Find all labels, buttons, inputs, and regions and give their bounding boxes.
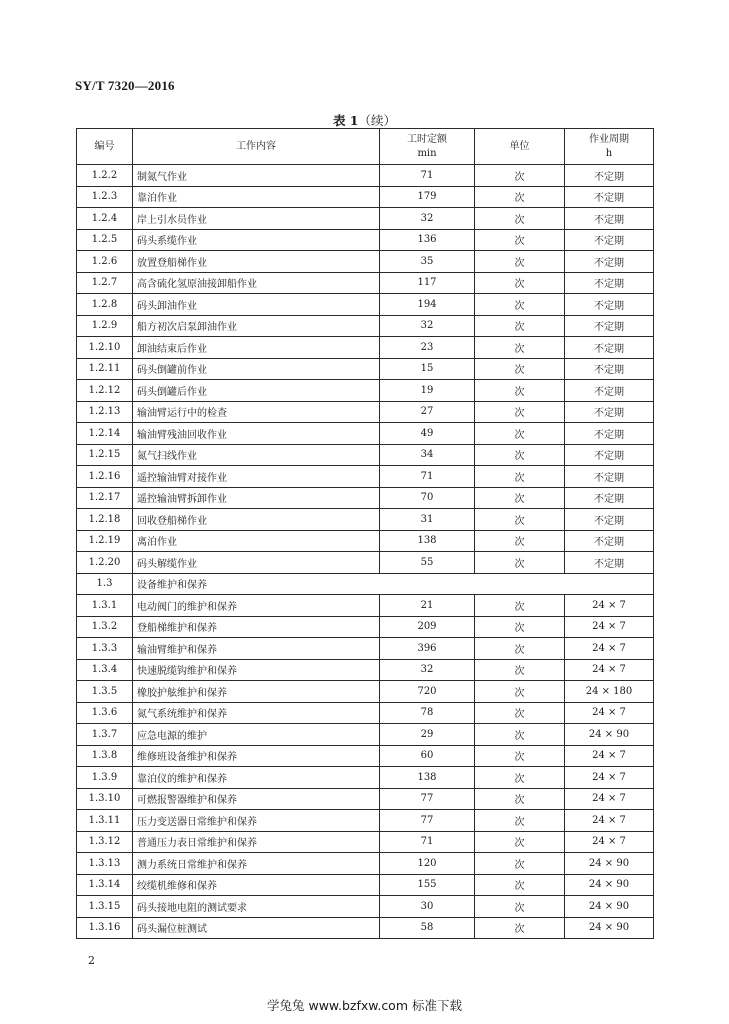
table-row xyxy=(77,444,654,466)
cell-cycle: 24 × 90 xyxy=(565,853,654,875)
cell-time: 30 xyxy=(380,896,475,918)
cell-content: 压力变送器日常维护和保养 xyxy=(133,810,380,832)
cell-content: 电动阀门的维护和保养 xyxy=(133,595,380,617)
cell-time: 60 xyxy=(380,745,475,767)
cell-time: 194 xyxy=(380,294,475,316)
cell-time: 77 xyxy=(380,810,475,832)
col-header-time xyxy=(380,129,475,165)
cell-cycle: 不定期 xyxy=(565,251,654,273)
cell-number: 1.3.13 xyxy=(77,853,133,875)
cell-unit: 次 xyxy=(475,896,565,918)
cell-content: 靠泊仪的维护和保养 xyxy=(133,767,380,789)
table-section-row xyxy=(77,573,654,595)
cell-number: 1.2.4 xyxy=(77,208,133,230)
cell-time: 58 xyxy=(380,917,475,939)
cell-cycle: 24 × 7 xyxy=(565,702,654,724)
col-header-cycle xyxy=(565,129,654,165)
cell-time: 21 xyxy=(380,595,475,617)
cell-time: 155 xyxy=(380,874,475,896)
cell-unit: 次 xyxy=(475,208,565,230)
cell-content: 卸油结束后作业 xyxy=(133,337,380,359)
cell-number: 1.3.3 xyxy=(77,638,133,660)
cell-content: 输油臂维护和保养 xyxy=(133,638,380,660)
cell-unit: 次 xyxy=(475,767,565,789)
cell-number: 1.3.6 xyxy=(77,702,133,724)
cell-content: 回收登船梯作业 xyxy=(133,509,380,531)
cell-unit: 次 xyxy=(475,831,565,853)
cell-time: 138 xyxy=(380,530,475,552)
cell-time: 27 xyxy=(380,401,475,423)
cell-unit: 次 xyxy=(475,315,565,337)
table-row xyxy=(77,530,654,552)
cell-time: 35 xyxy=(380,251,475,273)
cell-cycle: 24 × 7 xyxy=(565,767,654,789)
cell-number: 1.2.14 xyxy=(77,423,133,445)
cell-unit: 次 xyxy=(475,874,565,896)
cell-number: 1.2.19 xyxy=(77,530,133,552)
cell-unit: 次 xyxy=(475,853,565,875)
cell-cycle: 不定期 xyxy=(565,165,654,187)
cell-content: 普通压力表日常维护和保养 xyxy=(133,831,380,853)
cell-number: 1.3.2 xyxy=(77,616,133,638)
cell-content: 应急电源的维护 xyxy=(133,724,380,746)
cell-content: 输油臂残油回收作业 xyxy=(133,423,380,445)
cell-cycle: 不定期 xyxy=(565,272,654,294)
cell-cycle: 24 × 90 xyxy=(565,874,654,896)
cell-cycle: 不定期 xyxy=(565,530,654,552)
cell-unit: 次 xyxy=(475,358,565,380)
table-row xyxy=(77,165,654,187)
cell-unit: 次 xyxy=(475,294,565,316)
cell-cycle: 不定期 xyxy=(565,358,654,380)
cell-time: 120 xyxy=(380,853,475,875)
cell-content: 登船梯维护和保养 xyxy=(133,616,380,638)
table-row xyxy=(77,638,654,660)
cell-unit: 次 xyxy=(475,530,565,552)
cell-time: 32 xyxy=(380,208,475,230)
cell-cycle: 不定期 xyxy=(565,315,654,337)
cell-cycle: 不定期 xyxy=(565,552,654,574)
cell-unit: 次 xyxy=(475,251,565,273)
cell-content: 制氮气作业 xyxy=(133,165,380,187)
cell-cycle: 24 × 7 xyxy=(565,831,654,853)
cell-unit: 次 xyxy=(475,638,565,660)
cell-unit: 次 xyxy=(475,810,565,832)
cell-unit: 次 xyxy=(475,724,565,746)
table-row xyxy=(77,251,654,273)
cell-content: 码头倒罐后作业 xyxy=(133,380,380,402)
cell-number: 1.2.20 xyxy=(77,552,133,574)
col-header-number: 编号 xyxy=(77,129,133,165)
table-row xyxy=(77,208,654,230)
work-hours-table xyxy=(76,128,654,939)
cell-number: 1.3.7 xyxy=(77,724,133,746)
cell-content: 维修班设备维护和保养 xyxy=(133,745,380,767)
table-row xyxy=(77,466,654,488)
cell-time: 55 xyxy=(380,552,475,574)
cell-content: 码头解缆作业 xyxy=(133,552,380,574)
cell-number: 1.2.5 xyxy=(77,229,133,251)
cell-number: 1.2.18 xyxy=(77,509,133,531)
table-caption-continued: （续） xyxy=(358,113,397,128)
cell-number: 1.3.10 xyxy=(77,788,133,810)
cell-cycle: 24 × 90 xyxy=(565,724,654,746)
cell-unit: 次 xyxy=(475,229,565,251)
col-header-cycle-label: 作业周期 xyxy=(589,133,629,145)
table-row xyxy=(77,810,654,832)
cell-number: 1.3.9 xyxy=(77,767,133,789)
cell-unit: 次 xyxy=(475,401,565,423)
table-row xyxy=(77,337,654,359)
table-row xyxy=(77,380,654,402)
cell-cycle: 24 × 7 xyxy=(565,595,654,617)
cell-cycle: 不定期 xyxy=(565,229,654,251)
cell-unit: 次 xyxy=(475,444,565,466)
cell-unit: 次 xyxy=(475,745,565,767)
cell-number: 1.2.7 xyxy=(77,272,133,294)
cell-cycle: 不定期 xyxy=(565,401,654,423)
cell-content: 高含硫化氢原油接卸船作业 xyxy=(133,272,380,294)
cell-time: 19 xyxy=(380,380,475,402)
cell-cycle: 不定期 xyxy=(565,487,654,509)
cell-number: 1.3.4 xyxy=(77,659,133,681)
cell-time: 70 xyxy=(380,487,475,509)
table-row xyxy=(77,487,654,509)
cell-number: 1.3 xyxy=(77,573,133,595)
cell-content: 可燃报警器维护和保养 xyxy=(133,788,380,810)
cell-unit: 次 xyxy=(475,681,565,703)
cell-number: 1.2.12 xyxy=(77,380,133,402)
table-row xyxy=(77,874,654,896)
cell-number: 1.3.16 xyxy=(77,917,133,939)
cell-number: 1.2.6 xyxy=(77,251,133,273)
col-header-time-unit: min xyxy=(417,147,437,159)
cell-content: 靠泊作业 xyxy=(133,186,380,208)
cell-content: 氮气系统维护和保养 xyxy=(133,702,380,724)
cell-cycle: 不定期 xyxy=(565,380,654,402)
table-row xyxy=(77,229,654,251)
table-row xyxy=(77,767,654,789)
cell-cycle: 不定期 xyxy=(565,294,654,316)
cell-number: 1.3.5 xyxy=(77,681,133,703)
cell-cycle: 不定期 xyxy=(565,186,654,208)
cell-cycle: 不定期 xyxy=(565,509,654,531)
cell-cycle: 24 × 7 xyxy=(565,810,654,832)
cell-content: 码头漏位桩测试 xyxy=(133,917,380,939)
cell-content: 放置登船梯作业 xyxy=(133,251,380,273)
cell-unit: 次 xyxy=(475,380,565,402)
cell-cycle: 24 × 7 xyxy=(565,659,654,681)
table-header-row xyxy=(77,129,654,165)
cell-content: 遥控输油臂拆卸作业 xyxy=(133,487,380,509)
cell-cycle: 不定期 xyxy=(565,466,654,488)
table-caption xyxy=(0,111,729,129)
cell-number: 1.2.11 xyxy=(77,358,133,380)
cell-unit: 次 xyxy=(475,917,565,939)
cell-unit: 次 xyxy=(475,616,565,638)
cell-content: 绞缆机维修和保养 xyxy=(133,874,380,896)
cell-number: 1.3.14 xyxy=(77,874,133,896)
table-row xyxy=(77,788,654,810)
cell-content: 码头倒罐前作业 xyxy=(133,358,380,380)
table-row xyxy=(77,358,654,380)
cell-content: 快速脱缆钩维护和保养 xyxy=(133,659,380,681)
cell-time: 179 xyxy=(380,186,475,208)
cell-time: 117 xyxy=(380,272,475,294)
cell-cycle: 24 × 7 xyxy=(565,638,654,660)
cell-time: 15 xyxy=(380,358,475,380)
cell-cycle: 24 × 7 xyxy=(565,788,654,810)
cell-time: 71 xyxy=(380,831,475,853)
cell-time: 32 xyxy=(380,315,475,337)
col-header-cycle-unit: h xyxy=(605,147,613,159)
table-row xyxy=(77,659,654,681)
table-row xyxy=(77,186,654,208)
cell-number: 1.2.16 xyxy=(77,466,133,488)
table-row xyxy=(77,401,654,423)
cell-cycle: 不定期 xyxy=(565,208,654,230)
cell-number: 1.3.11 xyxy=(77,810,133,832)
cell-number: 1.3.12 xyxy=(77,831,133,853)
table-row xyxy=(77,745,654,767)
col-header-time-label: 工时定额 xyxy=(407,133,447,145)
cell-unit: 次 xyxy=(475,702,565,724)
cell-number: 1.3.8 xyxy=(77,745,133,767)
cell-content: 码头接地电阻的测试要求 xyxy=(133,896,380,918)
cell-time: 71 xyxy=(380,165,475,187)
cell-cycle: 24 × 7 xyxy=(565,745,654,767)
standard-code: SY/T 7320—2016 xyxy=(75,78,175,93)
cell-cycle: 不定期 xyxy=(565,423,654,445)
cell-time: 49 xyxy=(380,423,475,445)
table-row xyxy=(77,681,654,703)
cell-content: 遥控输油臂对接作业 xyxy=(133,466,380,488)
cell-cycle: 24 × 90 xyxy=(565,917,654,939)
table-row xyxy=(77,552,654,574)
cell-unit: 次 xyxy=(475,487,565,509)
table-row xyxy=(77,315,654,337)
footer-watermark: 学兔兔 www.bzfxw.com 标准下载 xyxy=(267,998,462,1013)
cell-number: 1.3.15 xyxy=(77,896,133,918)
table-row xyxy=(77,272,654,294)
table-row xyxy=(77,423,654,445)
cell-content: 输油臂运行中的检查 xyxy=(133,401,380,423)
cell-time: 77 xyxy=(380,788,475,810)
page-number: 2 xyxy=(88,954,95,967)
cell-number: 1.2.15 xyxy=(77,444,133,466)
cell-number: 1.2.9 xyxy=(77,315,133,337)
cell-unit: 次 xyxy=(475,466,565,488)
table-row xyxy=(77,595,654,617)
cell-content: 岸上引水员作业 xyxy=(133,208,380,230)
cell-cycle: 不定期 xyxy=(565,337,654,359)
cell-time: 23 xyxy=(380,337,475,359)
cell-cycle: 24 × 90 xyxy=(565,896,654,918)
cell-number: 1.3.1 xyxy=(77,595,133,617)
col-header-content: 工作内容 xyxy=(133,129,380,165)
cell-unit: 次 xyxy=(475,788,565,810)
cell-content: 氮气扫线作业 xyxy=(133,444,380,466)
cell-content: 船方初次启泵卸油作业 xyxy=(133,315,380,337)
cell-time: 34 xyxy=(380,444,475,466)
cell-content: 橡胶护舷维护和保养 xyxy=(133,681,380,703)
cell-unit: 次 xyxy=(475,186,565,208)
cell-time: 720 xyxy=(380,681,475,703)
table-row xyxy=(77,724,654,746)
cell-unit: 次 xyxy=(475,165,565,187)
cell-unit: 次 xyxy=(475,659,565,681)
table-row xyxy=(77,509,654,531)
cell-cycle: 24 × 180 xyxy=(565,681,654,703)
cell-section-title: 设备维护和保养 xyxy=(133,573,654,595)
cell-unit: 次 xyxy=(475,509,565,531)
cell-time: 71 xyxy=(380,466,475,488)
cell-unit: 次 xyxy=(475,272,565,294)
table-row xyxy=(77,896,654,918)
table-row xyxy=(77,853,654,875)
table-caption-title: 表 1 xyxy=(332,113,359,128)
cell-time: 29 xyxy=(380,724,475,746)
cell-time: 209 xyxy=(380,616,475,638)
col-header-unit: 单位 xyxy=(475,129,565,165)
table-row xyxy=(77,294,654,316)
table-row xyxy=(77,917,654,939)
cell-unit: 次 xyxy=(475,595,565,617)
cell-unit: 次 xyxy=(475,423,565,445)
cell-number: 1.2.8 xyxy=(77,294,133,316)
cell-content: 码头系缆作业 xyxy=(133,229,380,251)
cell-number: 1.2.13 xyxy=(77,401,133,423)
table-body xyxy=(77,165,654,939)
table-row xyxy=(77,702,654,724)
cell-time: 396 xyxy=(380,638,475,660)
cell-time: 136 xyxy=(380,229,475,251)
cell-unit: 次 xyxy=(475,552,565,574)
cell-time: 31 xyxy=(380,509,475,531)
cell-content: 码头卸油作业 xyxy=(133,294,380,316)
cell-unit: 次 xyxy=(475,337,565,359)
table-row xyxy=(77,831,654,853)
cell-content: 测力系统日常维护和保养 xyxy=(133,853,380,875)
cell-cycle: 24 × 7 xyxy=(565,616,654,638)
cell-time: 138 xyxy=(380,767,475,789)
cell-time: 78 xyxy=(380,702,475,724)
cell-time: 32 xyxy=(380,659,475,681)
cell-number: 1.2.17 xyxy=(77,487,133,509)
cell-number: 1.2.10 xyxy=(77,337,133,359)
cell-number: 1.2.3 xyxy=(77,186,133,208)
cell-content: 离泊作业 xyxy=(133,530,380,552)
cell-cycle: 不定期 xyxy=(565,444,654,466)
table-row xyxy=(77,616,654,638)
cell-number: 1.2.2 xyxy=(77,165,133,187)
